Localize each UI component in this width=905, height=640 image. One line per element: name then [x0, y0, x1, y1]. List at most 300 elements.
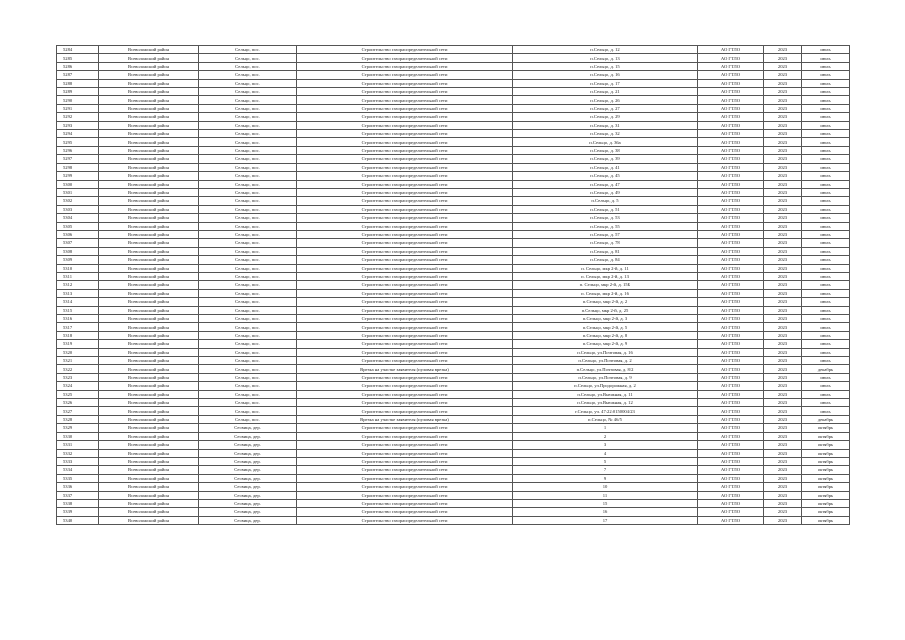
- cell-work-type: Строительство газораспределительной сети: [297, 130, 513, 138]
- cell-district: Всеволожский район: [99, 146, 199, 154]
- cell-settlement: Сельцо, пос.: [199, 180, 297, 188]
- cell-number: 5331: [57, 441, 99, 449]
- cell-work-type: Строительство газораспределительной сети: [297, 348, 513, 356]
- cell-settlement: Сельцо, пос.: [199, 214, 297, 222]
- cell-work-type: Строительство газораспределительной сети: [297, 483, 513, 491]
- cell-district: Всеволожский район: [99, 214, 199, 222]
- table-row: [57, 130, 850, 138]
- cell-district: Всеволожский район: [99, 79, 199, 87]
- cell-number: 5285: [57, 54, 99, 62]
- cell-settlement: Сельцо, пос.: [199, 382, 297, 390]
- cell-number: 5298: [57, 163, 99, 171]
- cell-year: 2023: [764, 474, 802, 482]
- cell-address: п.Сельцо, д. 78: [513, 239, 698, 247]
- cell-year: 2023: [764, 205, 802, 213]
- cell-number: 5297: [57, 155, 99, 163]
- cell-month: октябрь: [802, 466, 850, 474]
- cell-organization: АО ГТЛО: [698, 264, 764, 272]
- cell-number: 5311: [57, 272, 99, 280]
- cell-organization: АО ГТЛО: [698, 357, 764, 365]
- cell-organization: АО ГТЛО: [698, 230, 764, 238]
- cell-district: Всеволожский район: [99, 222, 199, 230]
- cell-number: 5310: [57, 264, 99, 272]
- cell-work-type: Строительство газораспределительной сети: [297, 79, 513, 87]
- cell-number: 5327: [57, 407, 99, 415]
- cell-number: 5316: [57, 315, 99, 323]
- table-row: [57, 281, 850, 289]
- cell-month: июль: [802, 205, 850, 213]
- cell-settlement: Сельцо, пос.: [199, 365, 297, 373]
- table-row: [57, 138, 850, 146]
- cell-district: Всеволожский район: [99, 432, 199, 440]
- cell-year: 2023: [764, 104, 802, 112]
- table-row: [57, 483, 850, 491]
- cell-organization: АО ГТЛО: [698, 155, 764, 163]
- cell-year: 2023: [764, 172, 802, 180]
- cell-year: 2023: [764, 483, 802, 491]
- cell-organization: АО ГТЛО: [698, 247, 764, 255]
- cell-number: 5292: [57, 113, 99, 121]
- cell-organization: АО ГТЛО: [698, 483, 764, 491]
- cell-year: 2023: [764, 138, 802, 146]
- cell-district: Всеволожский район: [99, 348, 199, 356]
- cell-month: октябрь: [802, 499, 850, 507]
- cell-year: 2023: [764, 239, 802, 247]
- cell-year: 2023: [764, 499, 802, 507]
- cell-number: 5287: [57, 71, 99, 79]
- cell-number: 5313: [57, 289, 99, 297]
- cell-address: п.Сельцо, д. 41: [513, 163, 698, 171]
- cell-settlement: Сельцо, пос.: [199, 96, 297, 104]
- cell-address: 1: [513, 424, 698, 432]
- table-row: [57, 272, 850, 280]
- cell-organization: АО ГТЛО: [698, 289, 764, 297]
- cell-settlement: Сельцо, пос.: [199, 323, 297, 331]
- cell-district: Всеволожский район: [99, 188, 199, 196]
- cell-organization: АО ГТЛО: [698, 365, 764, 373]
- cell-organization: АО ГТЛО: [698, 96, 764, 104]
- cell-year: 2023: [764, 197, 802, 205]
- cell-address: п.Сельцо, д. 55: [513, 222, 698, 230]
- cell-work-type: Врезка на участке заявителя (пуловая врезка): [297, 365, 513, 373]
- cell-year: 2023: [764, 121, 802, 129]
- cell-address: п.Сельцо, д. 5: [513, 197, 698, 205]
- table-row: [57, 441, 850, 449]
- cell-year: 2023: [764, 449, 802, 457]
- cell-number: 5323: [57, 373, 99, 381]
- cell-organization: АО ГТЛО: [698, 323, 764, 331]
- cell-settlement: Сесвица, дер.: [199, 432, 297, 440]
- cell-district: Всеволожский район: [99, 239, 199, 247]
- cell-year: 2023: [764, 155, 802, 163]
- cell-month: июль: [802, 272, 850, 280]
- cell-work-type: Строительство газораспределительной сети: [297, 315, 513, 323]
- cell-address: п.Сельцо, ул.Почтовая, д. 2: [513, 357, 698, 365]
- cell-district: Всеволожский район: [99, 197, 199, 205]
- cell-address: 5: [513, 457, 698, 465]
- cell-organization: АО ГТЛО: [698, 306, 764, 314]
- cell-year: 2023: [764, 424, 802, 432]
- cell-address: п.Сельцо, д. 81: [513, 247, 698, 255]
- cell-number: 5317: [57, 323, 99, 331]
- cell-district: Всеволожский район: [99, 264, 199, 272]
- cell-district: Всеволожский район: [99, 365, 199, 373]
- cell-work-type: Строительство газораспределительной сети: [297, 121, 513, 129]
- cell-organization: АО ГТЛО: [698, 298, 764, 306]
- cell-organization: АО ГТЛО: [698, 272, 764, 280]
- cell-organization: АО ГТЛО: [698, 62, 764, 70]
- cell-year: 2023: [764, 180, 802, 188]
- cell-address: п.Сельцо, д. 38: [513, 146, 698, 154]
- cell-address: 15: [513, 499, 698, 507]
- cell-address: п. Сельцо, мкр 2-й, д. 11: [513, 264, 698, 272]
- table-row: [57, 365, 850, 373]
- cell-organization: АО ГТЛО: [698, 315, 764, 323]
- cell-organization: АО ГТЛО: [698, 205, 764, 213]
- cell-district: Всеволожский район: [99, 315, 199, 323]
- cell-address: п.Сельцо, д. 32: [513, 130, 698, 138]
- cell-work-type: Строительство газораспределительной сети: [297, 289, 513, 297]
- table-row: [57, 466, 850, 474]
- cell-month: октябрь: [802, 457, 850, 465]
- cell-settlement: Сельцо, пос.: [199, 399, 297, 407]
- cell-work-type: Строительство газораспределительной сети: [297, 382, 513, 390]
- cell-organization: АО ГТЛО: [698, 340, 764, 348]
- cell-address: п.Сельцо, д. 57: [513, 230, 698, 238]
- cell-number: 5319: [57, 340, 99, 348]
- cell-number: 5302: [57, 197, 99, 205]
- cell-number: 5326: [57, 399, 99, 407]
- cell-district: Всеволожский район: [99, 306, 199, 314]
- cell-address: г.Сельцо, уч. 47:22:0150004/23: [513, 407, 698, 415]
- cell-settlement: Сесвица, дер.: [199, 441, 297, 449]
- cell-district: Всеволожский район: [99, 180, 199, 188]
- cell-address: 16: [513, 508, 698, 516]
- cell-settlement: Сельцо, пос.: [199, 188, 297, 196]
- cell-district: Всеволожский район: [99, 272, 199, 280]
- cell-settlement: Сельцо, пос.: [199, 79, 297, 87]
- cell-address: п.Сельцо, ул.Продорожная, д. 2: [513, 382, 698, 390]
- document-page: [56, 45, 849, 525]
- cell-organization: АО ГТЛО: [698, 432, 764, 440]
- cell-month: июль: [802, 373, 850, 381]
- cell-address: п.Сельцо, ул.Почтовая, д. 9: [513, 373, 698, 381]
- cell-number: 5309: [57, 256, 99, 264]
- cell-number: 5335: [57, 474, 99, 482]
- cell-work-type: Строительство газораспределительной сети: [297, 281, 513, 289]
- cell-month: июль: [802, 323, 850, 331]
- cell-settlement: Сельцо, пос.: [199, 54, 297, 62]
- cell-organization: АО ГТЛО: [698, 457, 764, 465]
- cell-year: 2023: [764, 130, 802, 138]
- cell-district: Всеволожский район: [99, 491, 199, 499]
- cell-number: 5334: [57, 466, 99, 474]
- table-row: [57, 424, 850, 432]
- cell-organization: АО ГТЛО: [698, 163, 764, 171]
- cell-settlement: Сельцо, пос.: [199, 373, 297, 381]
- cell-address: п.Сельцо, мкр 2-й, д. 2: [513, 298, 698, 306]
- cell-month: июль: [802, 62, 850, 70]
- cell-address: п.Сельцо, д. 47: [513, 180, 698, 188]
- cell-year: 2023: [764, 289, 802, 297]
- cell-work-type: Строительство газораспределительной сети: [297, 432, 513, 440]
- table-row: [57, 508, 850, 516]
- cell-work-type: Строительство газораспределительной сети: [297, 441, 513, 449]
- cell-district: Всеволожский район: [99, 62, 199, 70]
- cell-settlement: Сельцо, пос.: [199, 306, 297, 314]
- table-row: [57, 247, 850, 255]
- table-row: [57, 172, 850, 180]
- cell-month: июль: [802, 88, 850, 96]
- cell-work-type: Строительство газораспределительной сети: [297, 449, 513, 457]
- cell-number: 5284: [57, 46, 99, 54]
- cell-district: Всеволожский район: [99, 466, 199, 474]
- cell-organization: АО ГТЛО: [698, 104, 764, 112]
- cell-work-type: Строительство газораспределительной сети: [297, 155, 513, 163]
- cell-year: 2023: [764, 331, 802, 339]
- cell-organization: АО ГТЛО: [698, 54, 764, 62]
- cell-settlement: Сесвица, дер.: [199, 474, 297, 482]
- cell-organization: АО ГТЛО: [698, 79, 764, 87]
- cell-district: Всеволожский район: [99, 104, 199, 112]
- cell-district: Всеволожский район: [99, 474, 199, 482]
- cell-work-type: Строительство газораспределительной сети: [297, 390, 513, 398]
- cell-month: июль: [802, 121, 850, 129]
- cell-year: 2023: [764, 407, 802, 415]
- cell-district: Всеволожский район: [99, 172, 199, 180]
- cell-number: 5340: [57, 516, 99, 524]
- cell-settlement: Сельцо, пос.: [199, 407, 297, 415]
- cell-organization: АО ГТЛО: [698, 424, 764, 432]
- cell-work-type: Строительство газораспределительной сети: [297, 180, 513, 188]
- cell-number: 5320: [57, 348, 99, 356]
- table-row: [57, 390, 850, 398]
- cell-settlement: Сельцо, пос.: [199, 230, 297, 238]
- cell-organization: АО ГТЛО: [698, 71, 764, 79]
- cell-work-type: Строительство газораспределительной сети: [297, 62, 513, 70]
- cell-number: 5294: [57, 130, 99, 138]
- cell-year: 2023: [764, 508, 802, 516]
- cell-number: 5301: [57, 188, 99, 196]
- cell-settlement: Сельцо, пос.: [199, 138, 297, 146]
- cell-address: п.Сельцо, ул.Почтовая, д. 8/2: [513, 365, 698, 373]
- cell-district: Всеволожский район: [99, 516, 199, 524]
- cell-month: июль: [802, 155, 850, 163]
- table-row: [57, 180, 850, 188]
- cell-district: Всеволожский район: [99, 247, 199, 255]
- cell-settlement: Сесвица, дер.: [199, 424, 297, 432]
- cell-address: п.Сельцо, мкр 2-й, д. 5: [513, 323, 698, 331]
- cell-work-type: Строительство газораспределительной сети: [297, 407, 513, 415]
- cell-work-type: Строительство газораспределительной сети: [297, 214, 513, 222]
- cell-district: Всеволожский район: [99, 457, 199, 465]
- cell-district: Всеволожский район: [99, 331, 199, 339]
- cell-year: 2023: [764, 188, 802, 196]
- cell-work-type: Строительство газораспределительной сети: [297, 113, 513, 121]
- table-row: [57, 214, 850, 222]
- cell-organization: АО ГТЛО: [698, 390, 764, 398]
- cell-district: Всеволожский район: [99, 46, 199, 54]
- cell-year: 2023: [764, 466, 802, 474]
- cell-month: декабрь: [802, 365, 850, 373]
- table-row: [57, 457, 850, 465]
- cell-address: 11: [513, 491, 698, 499]
- cell-year: 2023: [764, 71, 802, 79]
- cell-district: Всеволожский район: [99, 96, 199, 104]
- cell-year: 2023: [764, 441, 802, 449]
- table-row: [57, 289, 850, 297]
- cell-work-type: Строительство газораспределительной сети: [297, 499, 513, 507]
- table-row: [57, 71, 850, 79]
- cell-number: 5291: [57, 104, 99, 112]
- cell-year: 2023: [764, 88, 802, 96]
- cell-district: Всеволожский район: [99, 483, 199, 491]
- cell-settlement: Сельцо, пос.: [199, 390, 297, 398]
- cell-year: 2023: [764, 146, 802, 154]
- cell-organization: АО ГТЛО: [698, 407, 764, 415]
- table-row: [57, 298, 850, 306]
- cell-settlement: Сесвица, дер.: [199, 508, 297, 516]
- cell-work-type: Строительство газораспределительной сети: [297, 188, 513, 196]
- cell-address: 10: [513, 483, 698, 491]
- cell-settlement: Сельцо, пос.: [199, 113, 297, 121]
- cell-district: Всеволожский район: [99, 88, 199, 96]
- cell-year: 2023: [764, 264, 802, 272]
- cell-year: 2023: [764, 96, 802, 104]
- cell-organization: АО ГТЛО: [698, 256, 764, 264]
- cell-district: Всеволожский район: [99, 155, 199, 163]
- cell-address: п.Сельцо, д. 29: [513, 113, 698, 121]
- cell-number: 5307: [57, 239, 99, 247]
- cell-address: п.Сельцо, д. 31: [513, 121, 698, 129]
- cell-organization: АО ГТЛО: [698, 222, 764, 230]
- cell-organization: АО ГТЛО: [698, 121, 764, 129]
- cell-address: п. Сельцо, мкр 2-й, д. 13: [513, 272, 698, 280]
- cell-organization: АО ГТЛО: [698, 466, 764, 474]
- cell-number: 5303: [57, 205, 99, 213]
- table-row: [57, 230, 850, 238]
- cell-work-type: Строительство газораспределительной сети: [297, 197, 513, 205]
- cell-district: Всеволожский район: [99, 499, 199, 507]
- cell-district: Всеволожский район: [99, 230, 199, 238]
- cell-address: п.Сельцо, д. 17: [513, 79, 698, 87]
- cell-settlement: Сельцо, пос.: [199, 272, 297, 280]
- cell-work-type: Строительство газораспределительной сети: [297, 323, 513, 331]
- cell-number: 5286: [57, 62, 99, 70]
- cell-number: 5288: [57, 79, 99, 87]
- cell-district: Всеволожский район: [99, 298, 199, 306]
- cell-organization: АО ГТЛО: [698, 373, 764, 381]
- table-row: [57, 415, 850, 423]
- cell-number: 5339: [57, 508, 99, 516]
- cell-organization: АО ГТЛО: [698, 516, 764, 524]
- cell-district: Всеволожский район: [99, 390, 199, 398]
- cell-year: 2023: [764, 357, 802, 365]
- cell-work-type: Строительство газораспределительной сети: [297, 230, 513, 238]
- cell-settlement: Сельцо, пос.: [199, 256, 297, 264]
- cell-district: Всеволожский район: [99, 424, 199, 432]
- table-row: [57, 96, 850, 104]
- cell-number: 5305: [57, 222, 99, 230]
- cell-year: 2023: [764, 415, 802, 423]
- cell-district: Всеволожский район: [99, 130, 199, 138]
- cell-number: 5315: [57, 306, 99, 314]
- cell-organization: АО ГТЛО: [698, 188, 764, 196]
- cell-month: октябрь: [802, 449, 850, 457]
- cell-month: октябрь: [802, 508, 850, 516]
- cell-district: Всеволожский район: [99, 256, 199, 264]
- cell-settlement: Сельцо, пос.: [199, 146, 297, 154]
- cell-work-type: Строительство газораспределительной сети: [297, 96, 513, 104]
- cell-work-type: Строительство газораспределительной сети: [297, 399, 513, 407]
- cell-settlement: Сельцо, пос.: [199, 62, 297, 70]
- cell-address: п.Сельцо, ул.Почтовая, д. 16: [513, 348, 698, 356]
- cell-month: декабрь: [802, 415, 850, 423]
- cell-address: 3: [513, 441, 698, 449]
- cell-number: 5333: [57, 457, 99, 465]
- cell-organization: АО ГТЛО: [698, 491, 764, 499]
- cell-number: 5318: [57, 331, 99, 339]
- cell-settlement: Сельцо, пос.: [199, 239, 297, 247]
- cell-number: 5312: [57, 281, 99, 289]
- cell-year: 2023: [764, 382, 802, 390]
- cell-year: 2023: [764, 491, 802, 499]
- cell-number: 5304: [57, 214, 99, 222]
- table-row: [57, 306, 850, 314]
- cell-work-type: Строительство газораспределительной сети: [297, 247, 513, 255]
- cell-number: 5324: [57, 382, 99, 390]
- table-row: [57, 323, 850, 331]
- cell-settlement: Сельцо, пос.: [199, 71, 297, 79]
- cell-number: 5296: [57, 146, 99, 154]
- cell-work-type: Строительство газораспределительной сети: [297, 508, 513, 516]
- cell-month: октябрь: [802, 432, 850, 440]
- cell-month: июль: [802, 264, 850, 272]
- cell-number: 5299: [57, 172, 99, 180]
- cell-organization: АО ГТЛО: [698, 441, 764, 449]
- cell-address: п.Сельцо, д. 27: [513, 104, 698, 112]
- cell-address: п.Сельцо, мкр 2-й, д. 25: [513, 306, 698, 314]
- table-row: [57, 79, 850, 87]
- cell-year: 2023: [764, 79, 802, 87]
- table-row: [57, 315, 850, 323]
- cell-organization: АО ГТЛО: [698, 474, 764, 482]
- cell-month: июль: [802, 298, 850, 306]
- cell-year: 2023: [764, 315, 802, 323]
- table-row: [57, 155, 850, 163]
- cell-settlement: Сельцо, пос.: [199, 340, 297, 348]
- cell-number: 5321: [57, 357, 99, 365]
- cell-work-type: Строительство газораспределительной сети: [297, 146, 513, 154]
- cell-address: п.Сельцо, мкр 2-й, д. 8: [513, 331, 698, 339]
- cell-address: п.Сельцо, мкр 2-й, д. 3: [513, 315, 698, 323]
- cell-month: июль: [802, 54, 850, 62]
- cell-month: октябрь: [802, 474, 850, 482]
- cell-year: 2023: [764, 222, 802, 230]
- cell-year: 2023: [764, 163, 802, 171]
- cell-address: п.Сельцо, д. 39: [513, 155, 698, 163]
- cell-year: 2023: [764, 281, 802, 289]
- cell-address: п.Сельцо, д. 21: [513, 88, 698, 96]
- table-row: [57, 432, 850, 440]
- cell-district: Всеволожский район: [99, 113, 199, 121]
- cell-number: 5332: [57, 449, 99, 457]
- cell-month: июль: [802, 230, 850, 238]
- cell-settlement: Сесвица, дер.: [199, 491, 297, 499]
- cell-settlement: Сельцо, пос.: [199, 104, 297, 112]
- cell-work-type: Строительство газораспределительной сети: [297, 222, 513, 230]
- table-row: [57, 449, 850, 457]
